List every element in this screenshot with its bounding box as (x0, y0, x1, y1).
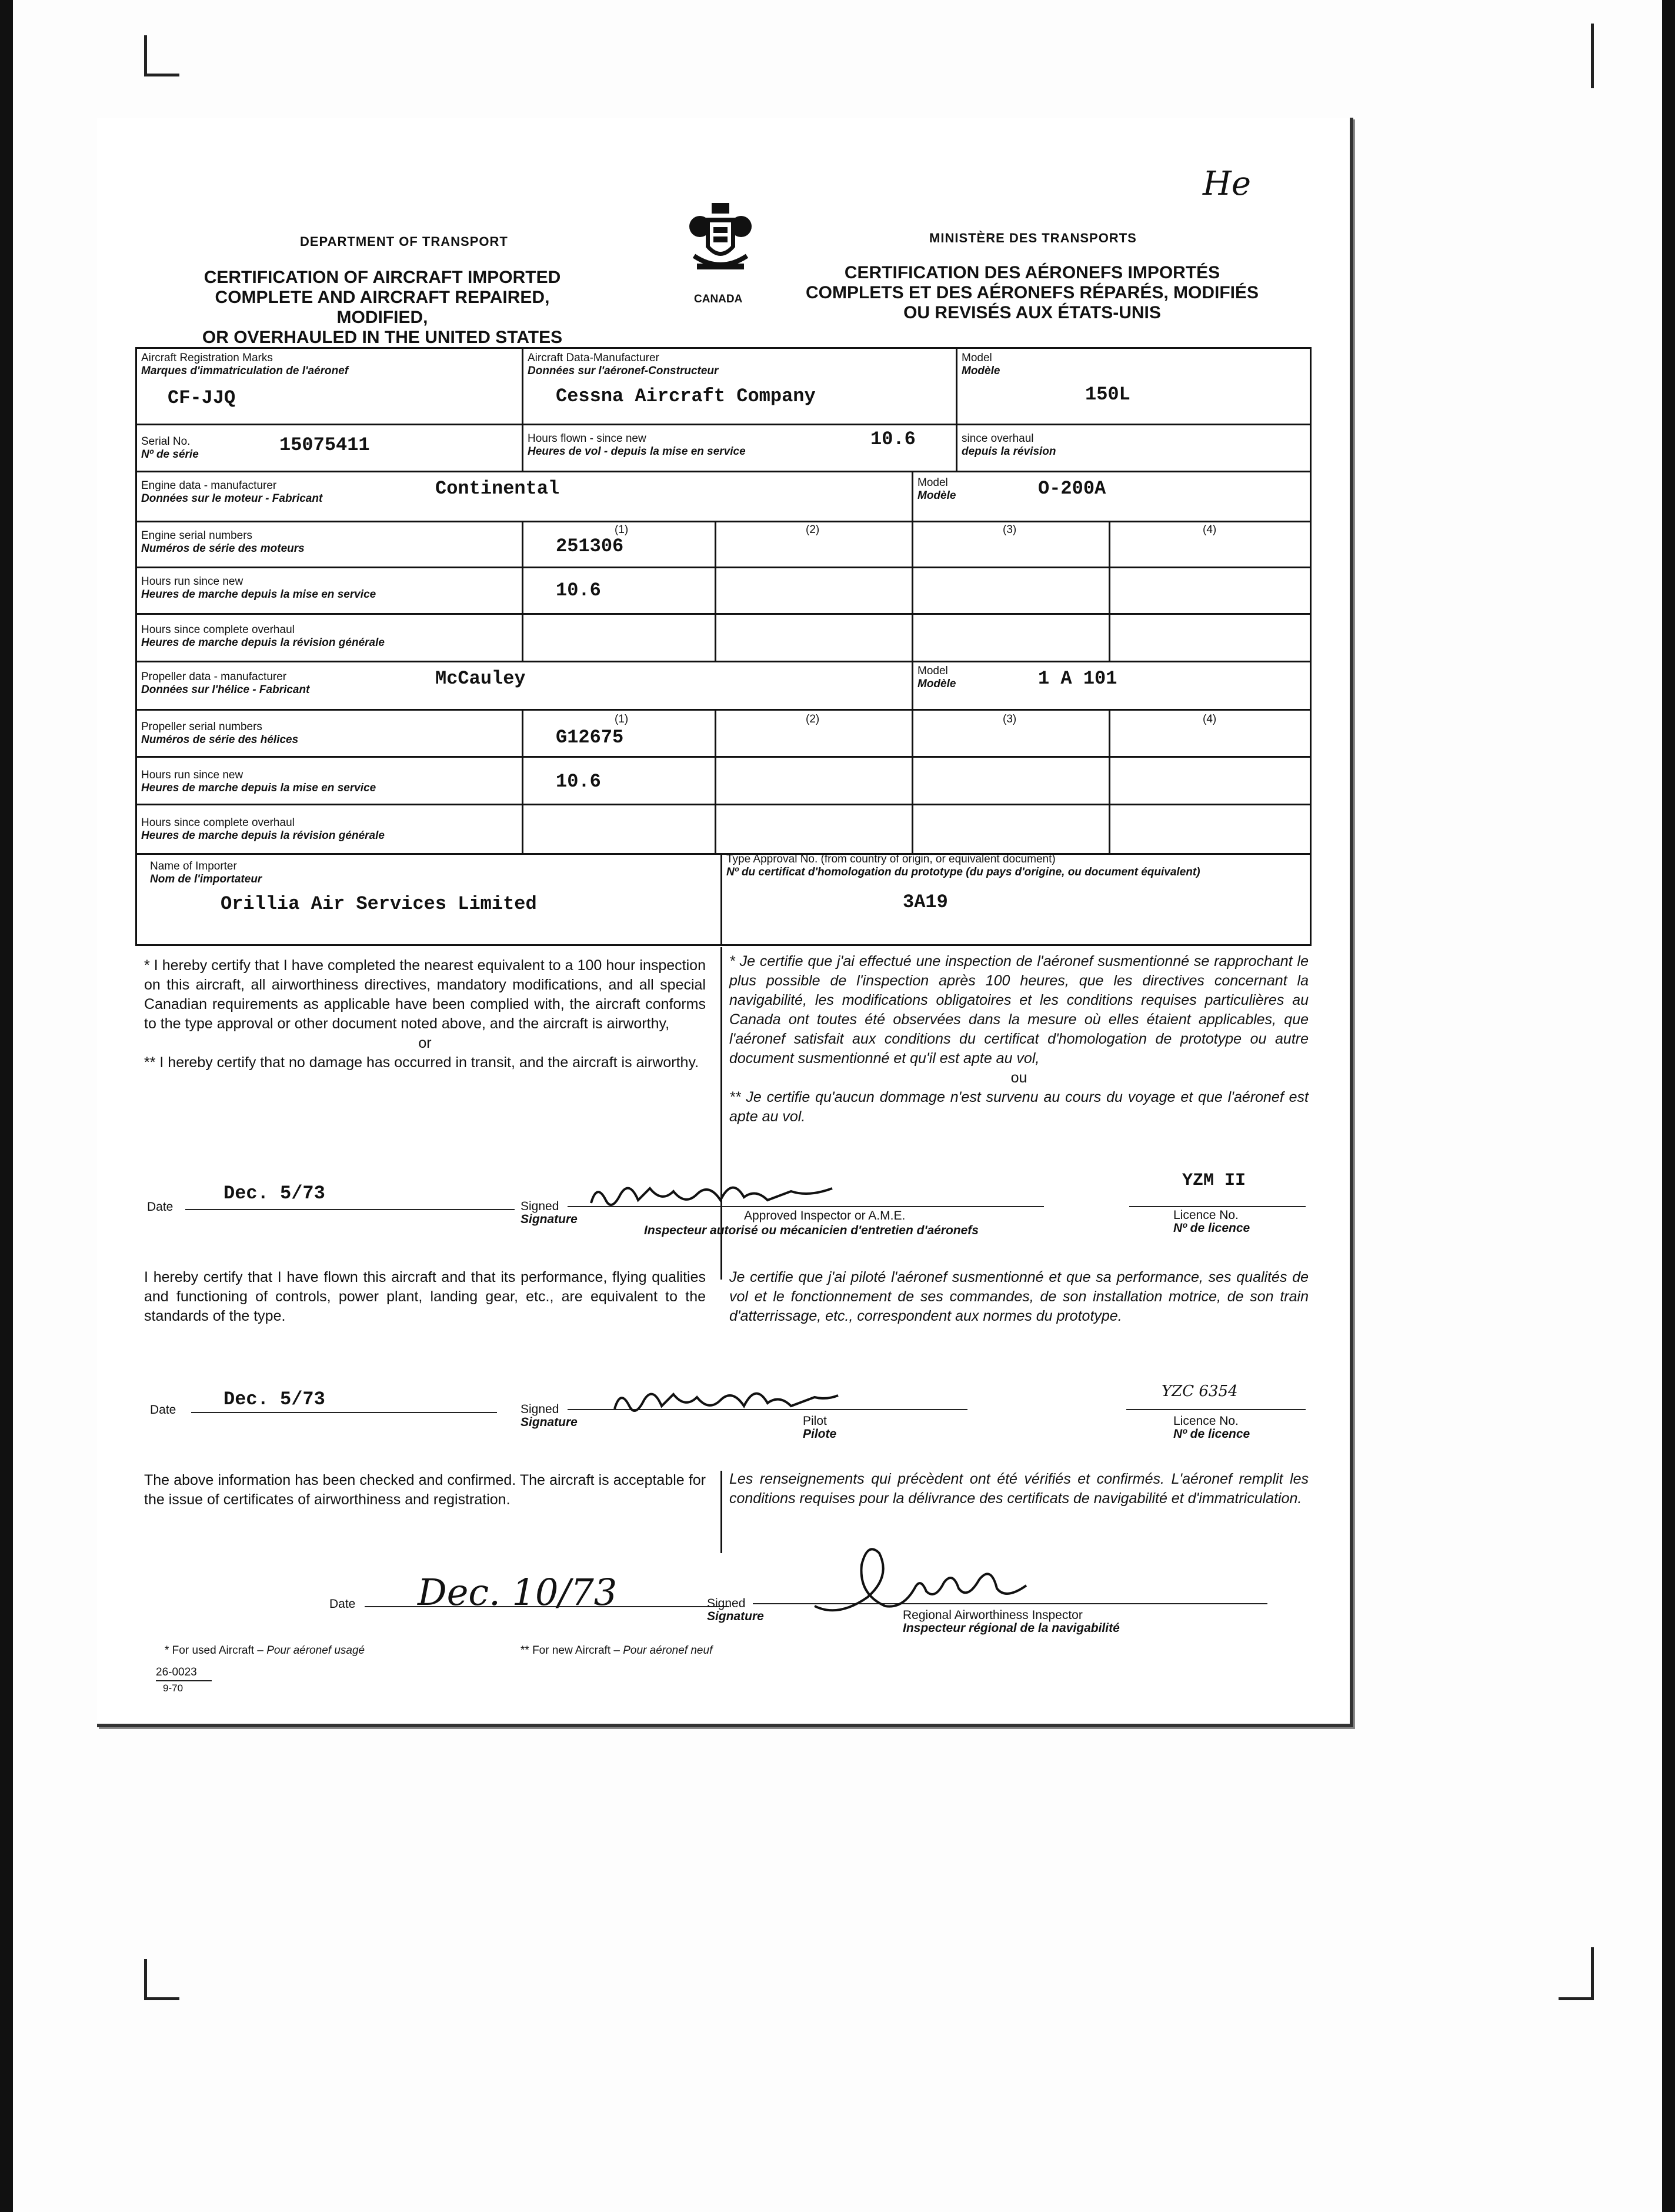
crop-mark (144, 1997, 179, 2000)
propeller-model-value: 1 A 101 (1038, 668, 1117, 689)
engine-manufacturer-value: Continental (435, 478, 560, 499)
form-number: 26-0023 (156, 1666, 197, 1678)
engine-model-value: O-200A (1038, 478, 1106, 499)
propeller-manufacturer-label: Propeller data - manufacturer Données sur l'hélice - Fabricant (141, 671, 310, 696)
type-approval-value: 3A19 (903, 891, 948, 913)
crop-mark (1559, 1997, 1594, 2000)
engine-manufacturer-label: Engine data - manufacturer Données sur le moteur - Fabricant (141, 479, 323, 505)
licence-label: Licence No. Nº de licence (1173, 1208, 1250, 1235)
column-1-label: (1) (615, 524, 629, 536)
department-en: DEPARTMENT OF TRANSPORT (300, 234, 508, 249)
engine-hours-value: 10.6 (556, 579, 601, 601)
coat-of-arms-icon (685, 200, 756, 288)
pilot-cert-en: I hereby certify that I have flown this aircraft and that its performance, flying qualities and functioning of controls, power plant, landing gear, etc., are equivalent to the standards of the type. (144, 1269, 706, 1324)
inspector-licence-value: YZM II (1182, 1171, 1246, 1191)
confirmation-fr: Les renseignements qui précèdent ont été vérifiés et confirmés. L'aéronef remplit les conditions requises pour la délivrance des certificats de navigabilité et d'immatriculation. (729, 1471, 1309, 1507)
date-label: Date (147, 1200, 173, 1214)
pilot-label: Pilot Pilote (803, 1414, 837, 1441)
crop-mark (1591, 1947, 1594, 2000)
column-4-label: (4) (1203, 524, 1217, 536)
scan-border-left (0, 0, 13, 2212)
signed-label: Signed Signature (707, 1597, 764, 1623)
aircraft-model-value: 150L (1085, 384, 1130, 405)
signed-label: Signed Signature (520, 1200, 578, 1226)
engine-serials-label: Engine serial numbers Numéros de série des moteurs (141, 529, 305, 555)
footnote-used: * For used Aircraft – Pour aéronef usagé (165, 1644, 365, 1657)
serial-value: 15075411 (279, 434, 370, 456)
propeller-manufacturer-value: McCauley (435, 668, 526, 689)
hours-flown-label: Hours flown - since new Heures de vol - depuis la mise en service (528, 432, 746, 458)
aircraft-model-label: Model Modèle (962, 352, 1000, 377)
regional-inspector-label: Regional Airworthiness Inspector Inspecteur régional de la navigabilité (903, 1608, 1120, 1635)
engine-model-label: Model Modèle (917, 477, 956, 502)
inspection-cert-en: * I hereby certify that I have completed the nearest equivalent to a 100 hour inspection on this aircraft, all airworthiness directives, mandatory modifications, and all special Canadian requirements as applicable have been complied with, the aircraft conforms to the type approval or other document noted above, and the aircraft is airworthy, or ** I hereby certify that no damage has occurred in transit, and the aircraft is airworthy. (144, 957, 706, 1071)
pilot-licence-value: YZC 6354 (1162, 1382, 1238, 1400)
form-page (97, 118, 1353, 1727)
confirmation-en: The above information has been checked and confirmed. The aircraft is acceptable for the issue of certificates of airworthiness and registration. (144, 1472, 706, 1508)
manufacturer-value: Cessna Aircraft Company (556, 385, 816, 407)
hours-flown-value: 10.6 (870, 428, 916, 450)
canada-label: CANADA (694, 293, 743, 305)
title-fr: CERTIFICATION DES AÉRONEFS IMPORTÉS COMPLETS ET DES AÉRONEFS RÉPARÉS, MODIFIÉS OU REVISÉS AUX ÉTATS-UNIS (805, 263, 1259, 322)
engine-serial-value: 251306 (556, 535, 624, 557)
date-label: Date (150, 1403, 176, 1417)
column-4-label: (4) (1203, 713, 1217, 725)
crop-mark (1591, 24, 1594, 88)
propeller-model-label: Model Modèle (917, 665, 956, 690)
inspection-date-value: Dec. 5/73 (223, 1182, 325, 1204)
propeller-hours-value: 10.6 (556, 771, 601, 792)
propeller-hours-label: Hours run since new Heures de marche depuis la mise en service (141, 769, 376, 794)
column-3-label: (3) (1003, 524, 1017, 536)
pilot-cert-fr: Je certifie que j'ai piloté l'aéronef susmentionné et que sa performance, ses qualités de vol et le fonctionnement de ses commandes, de son installation motrice, de son train d'atterrissage, etc., correspondent aux normes du prototype. (729, 1269, 1309, 1324)
crop-mark (144, 74, 179, 76)
pilot-date-value: Dec. 5/73 (223, 1388, 325, 1410)
since-overhaul-label: since overhaul depuis la révision (962, 432, 1056, 458)
registration-label: Aircraft Registration Marks Marques d'immatriculation de l'aéronef (141, 352, 349, 377)
importer-label: Name of Importer Nom de l'importateur (150, 860, 262, 885)
crop-mark (144, 1959, 147, 2000)
column-3-label: (3) (1003, 713, 1017, 725)
engine-overhaul-label: Hours since complete overhaul Heures de marche depuis la révision générale (141, 624, 385, 649)
approved-inspector-label-fr: Inspecteur autorisé ou mécanicien d'entretien d'aéronefs (644, 1224, 979, 1237)
signed-label: Signed Signature (520, 1403, 578, 1429)
type-approval-label: Type Approval No. (from country of origin, or equivalent document) Nº du certificat d'homologation du prototype (du pays d'origine, ou document équivalent) (726, 853, 1200, 878)
licence-label: Licence No. Nº de licence (1173, 1414, 1250, 1441)
approved-inspector-label: Approved Inspector or A.M.E. (744, 1209, 906, 1222)
title-en: CERTIFICATION OF AIRCRAFT IMPORTED COMPLETE AND AIRCRAFT REPAIRED, MODIFIED, OR OVERHAULED IN THE UNITED STATES (202, 268, 563, 347)
propeller-serial-value: G12675 (556, 727, 624, 748)
manufacturer-label: Aircraft Data-Manufacturer Données sur l'aéronef-Constructeur (528, 352, 719, 377)
registration-value: CF-JJQ (168, 387, 236, 409)
footnote-new: ** For new Aircraft – Pour aéronef neuf (520, 1644, 713, 1657)
date-label: Date (329, 1597, 356, 1611)
propeller-overhaul-label: Hours since complete overhaul Heures de marche depuis la révision générale (141, 817, 385, 842)
inspection-cert-fr: * Je certifie que j'ai effectué une inspection de l'aéronef susmentionné se rapprochant le plus possible de l'inspection après 100 heures, que les directives concernant la navigabilité, les modifications obligatoires et les conditions requises particulières au Canada ont toutes été observées dans la mesure où elles étaient applicables, que l'aéronef satisfait aux conditions du certificat d'homologation de prototype ou autre document susmentionné et qu'il est apte au vol, ou ** Je certifie qu'aucun dommage n'est survenu au cours du voyage et que l'aéronef est apte au vol. (729, 953, 1309, 1125)
engine-hours-label: Hours run since new Heures de marche depuis la mise en service (141, 575, 376, 601)
form-date: 9-70 (163, 1683, 183, 1694)
department-fr: MINISTÈRE DES TRANSPORTS (929, 231, 1137, 245)
crop-mark (144, 35, 147, 76)
column-2-label: (2) (806, 524, 820, 536)
importer-value: Orillia Air Services Limited (221, 893, 537, 915)
handwritten-mark: He (1203, 165, 1251, 203)
column-1-label: (1) (615, 713, 629, 725)
column-2-label: (2) (806, 713, 820, 725)
scan-border-right (1662, 0, 1675, 2212)
propeller-serials-label: Propeller serial numbers Numéros de série des hélices (141, 721, 299, 746)
regional-date-value: Dec. 10/73 (418, 1571, 618, 1614)
serial-label: Serial No. Nº de série (141, 435, 199, 461)
